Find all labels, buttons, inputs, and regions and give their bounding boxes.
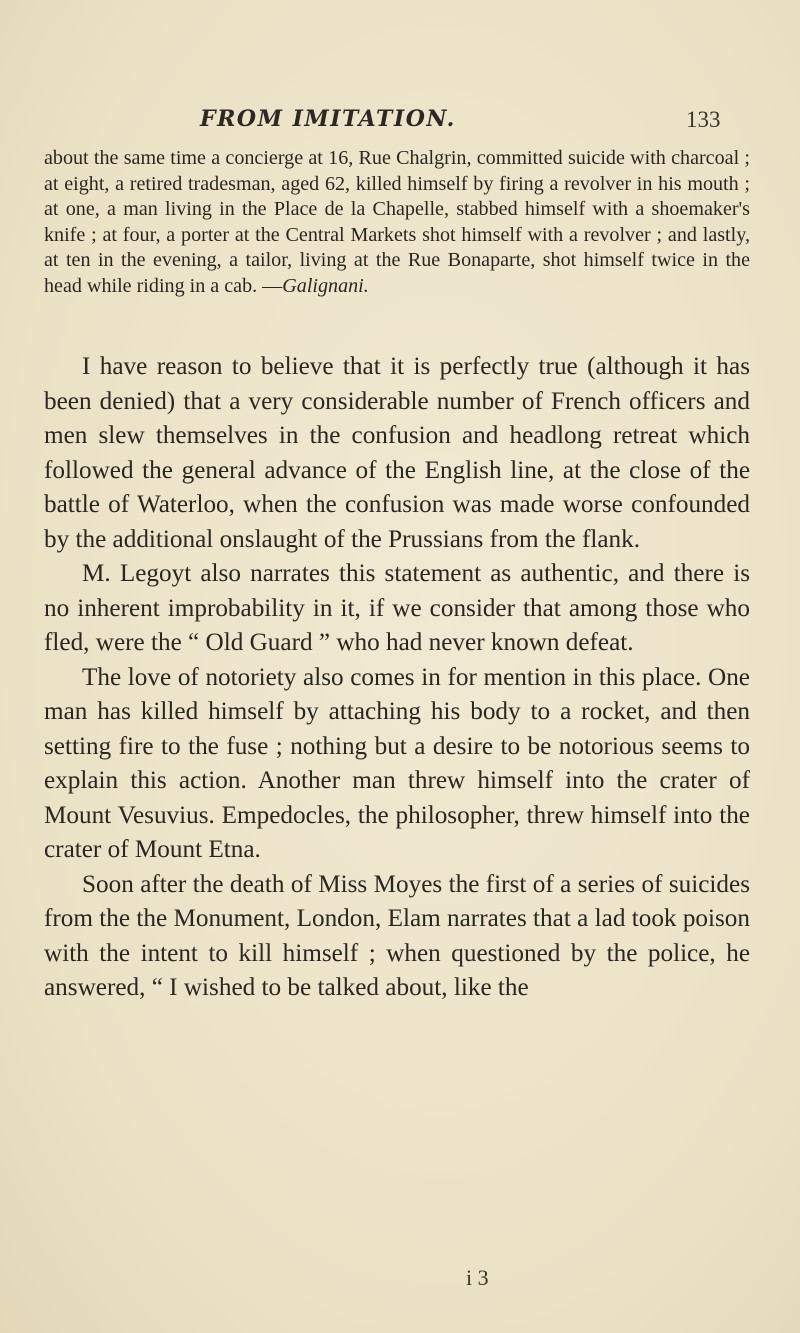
quote-paragraph xyxy=(44,146,750,300)
paragraph-waterloo: I have reason to believe that it is perfectly true (although it has been denied) that a very considerable number of French officers and men slew themselves in the confusion and headlong retreat which followed the general advance of the English line, at the close of the battle of Waterloo, when the confusion was made worse confounded by the additional onslaught of the Prussians from the flank. xyxy=(44,353,750,553)
quote-text: about the same time a concierge at 16, Rue Chalgrin, committed suicide with charcoal ; at eight, a retired tradesman, aged 62, killed himself by firing a revolver in his mouth ; at one, a man living in the Place de la Chapelle, stabbed himself with a shoemaker's knife ; at four, a porter at the Central Markets shot himself with a revolver ; and lastly, at ten in the evening, a tailor, living at the Rue Bonaparte, shot himself twice in the head while riding in a cab. — xyxy=(44,147,750,297)
paragraph-monument: Soon after the death of Miss Moyes the first of a series of suicides from the the Monument, London, Elam narrates that a lad took poison with the intent to kill himself ; when questioned by the police, he answered, “ I wished to be talked about, like the xyxy=(44,870,750,1001)
page-number: 133 xyxy=(686,107,721,132)
quoted-news-extract xyxy=(44,146,750,300)
running-head xyxy=(0,106,800,136)
paragraph-notoriety: The love of notoriety also comes in for mention in this place. One man has killed himself by attaching his body to a rocket, and then setting fire to the fuse ; nothing but a desire to be notorious seems to explain this action. Another man threw himself into the crater of Mount Vesuvius. Empedocles, the philosopher, threw himself into the crater of Mount Etna. xyxy=(44,663,750,863)
paragraph-legoyt: M. Legoyt also narrates this statement as authentic, and there is no inherent improbability in it, if we consider that among those who fled, were the “ Old Guard ” who had never known defeat. xyxy=(44,560,750,656)
signature-mark: i 3 xyxy=(466,1265,489,1290)
main-text xyxy=(44,350,750,1006)
quote-source: Galignani. xyxy=(282,274,369,297)
running-title: FROM IMITATION. xyxy=(200,106,456,132)
